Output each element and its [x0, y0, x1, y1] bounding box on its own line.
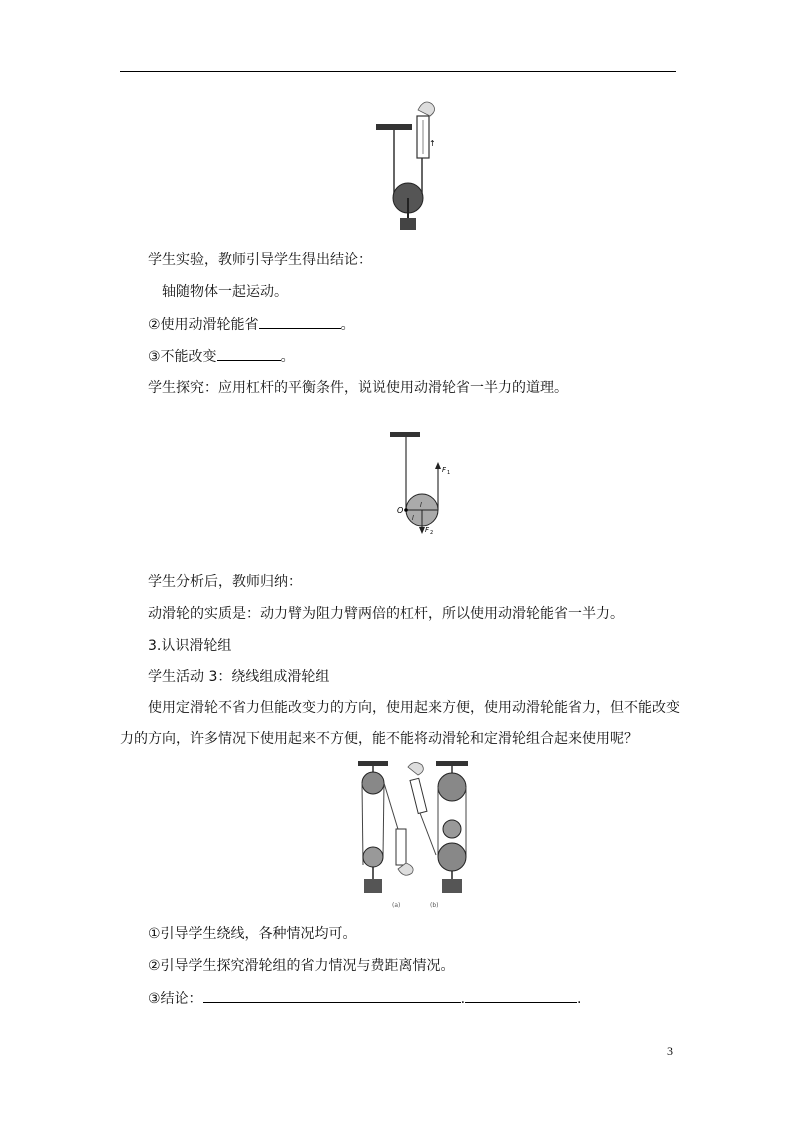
caption-a: (a) [392, 902, 401, 909]
para-experiment: 学生实验，教师引导学生得出结论： [148, 252, 372, 268]
para-activity: 学生活动 3：绕线组成滑轮组 [148, 669, 330, 685]
arm-l2-label: l [412, 515, 414, 522]
conclusion-2-end: 。 [340, 317, 355, 333]
para-analysis: 学生分析后，教师归纳： [148, 574, 302, 590]
header-rule [120, 71, 676, 72]
para-essence: 动滑轮的实质是：动力臂为阻力臂两倍的杠杆，所以使用动滑轮能省一半力。 [148, 606, 624, 622]
caption-b: (b) [430, 902, 439, 909]
para-step-3 [148, 988, 581, 1009]
para-axis: 轴随物体一起运动。 [162, 284, 288, 300]
force-f2-label: F [425, 526, 430, 534]
section-heading: 3.认识滑轮组 [148, 638, 232, 654]
para-explore: 学生探究：应用杠杆的平衡条件，说说使用动滑轮省一半力的道理。 [148, 380, 568, 396]
pulley-lever-figure [376, 430, 466, 550]
page-number: 3 [667, 1044, 673, 1058]
force-f2-subscript: 2 [430, 530, 434, 536]
conclusion-2-blank[interactable] [259, 314, 341, 329]
conclusion-blank-2[interactable] [465, 988, 577, 1003]
conclusion-label: ③结论： [148, 991, 203, 1007]
conclusion-separator: . [460, 991, 466, 1007]
conclusion-3-blank[interactable] [217, 346, 281, 361]
conclusion-3-end: 。 [280, 349, 295, 365]
movable-pulley-figure [368, 96, 448, 236]
para-question-1: 使用定滑轮不省力但能改变力的方向，使用起来方便，使用动滑轮能省力，但不能改变 [148, 700, 680, 716]
para-conclusion-3 [148, 346, 295, 367]
pulley-block-figure [350, 757, 478, 913]
up-arrow-label: ↑ [429, 139, 436, 148]
arm-l1-label: l [420, 502, 422, 509]
pivot-label: O [397, 506, 404, 515]
conclusion-2-text: ②使用动滑轮能省 [148, 317, 259, 333]
conclusion-end: . [577, 991, 582, 1007]
force-f1-label: F [442, 466, 447, 474]
force-f1-subscript: 1 [447, 470, 451, 476]
para-step-1: ①引导学生绕线，各种情况均可。 [148, 926, 357, 942]
conclusion-blank-1[interactable] [203, 988, 461, 1003]
para-conclusion-2 [148, 314, 355, 335]
para-step-2: ②引导学生探究滑轮组的省力情况与费距离情况。 [148, 958, 455, 974]
conclusion-3-text: ③不能改变 [148, 349, 217, 365]
para-question-2: 力的方向，许多情况下使用起来不方便，能不能将动滑轮和定滑轮组合起来使用呢？ [120, 731, 638, 747]
